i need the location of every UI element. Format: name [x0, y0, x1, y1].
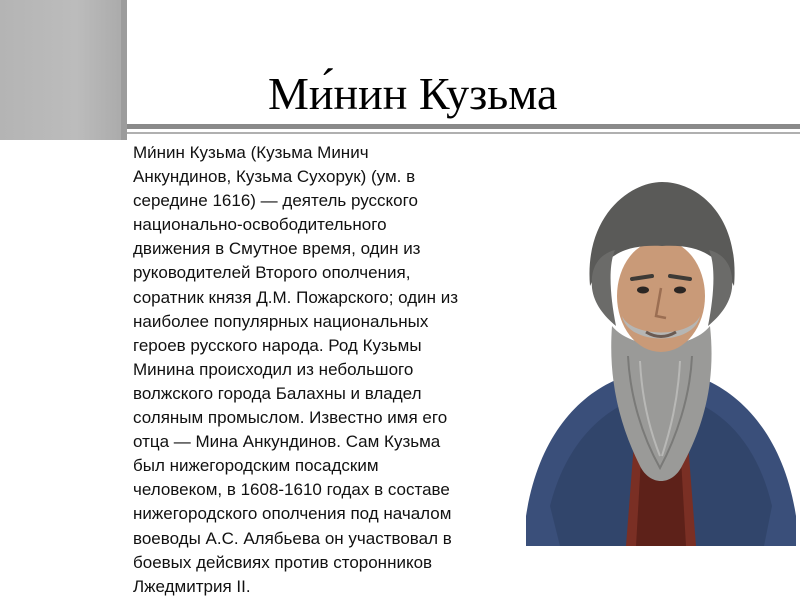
body-line: национально-освободительного [133, 215, 387, 235]
title-rule-thin [127, 132, 800, 134]
portrait-image [520, 176, 800, 546]
body-line: героев русского народа. Род Кузьмы [133, 335, 422, 355]
body-line: человеком, в 1608-1610 годах в составе [133, 480, 450, 500]
body-line: волжского города Балахны и владел [133, 383, 422, 403]
body-line: нижегородского ополчения под началом [133, 504, 452, 524]
body-line: руководителей Второго ополчения, [133, 263, 411, 283]
body-line: воеводы А.С. Алябьева он участвовал в [133, 528, 452, 548]
body-line: боевых дейсвиях против сторонников [133, 552, 433, 572]
portrait-face [617, 240, 705, 352]
body-line: Анкундинов, Кузьма Сухорук) (ум. в [133, 167, 416, 187]
body-line: движения в Смутное время, один из [133, 239, 421, 259]
side-decoration-edge [121, 0, 127, 140]
body-line: Ми́нин Кузьма (Кузьма Минич [133, 143, 369, 162]
body-line: середине 1616) — деятель русского [133, 191, 418, 211]
body-line: наиболее популярных национальных [133, 311, 429, 331]
body-line: отца — Мина Анкундинов. Сам Кузьма [133, 432, 441, 452]
slide-title: Ми́нин Кузьма [268, 68, 558, 119]
body-line: соратник князя Д.М. Пожарского; один из [133, 287, 459, 307]
title-rule-thick [127, 124, 800, 129]
body-line: Лжедмитрия II. [133, 576, 251, 596]
body-line: Минина происходил из небольшого [133, 359, 414, 379]
body-text [133, 141, 553, 599]
body-line: был нижегородским посадским [133, 456, 379, 476]
side-decoration-bar [0, 0, 127, 140]
body-line: соляным промыслом. Известно имя его [133, 408, 448, 428]
